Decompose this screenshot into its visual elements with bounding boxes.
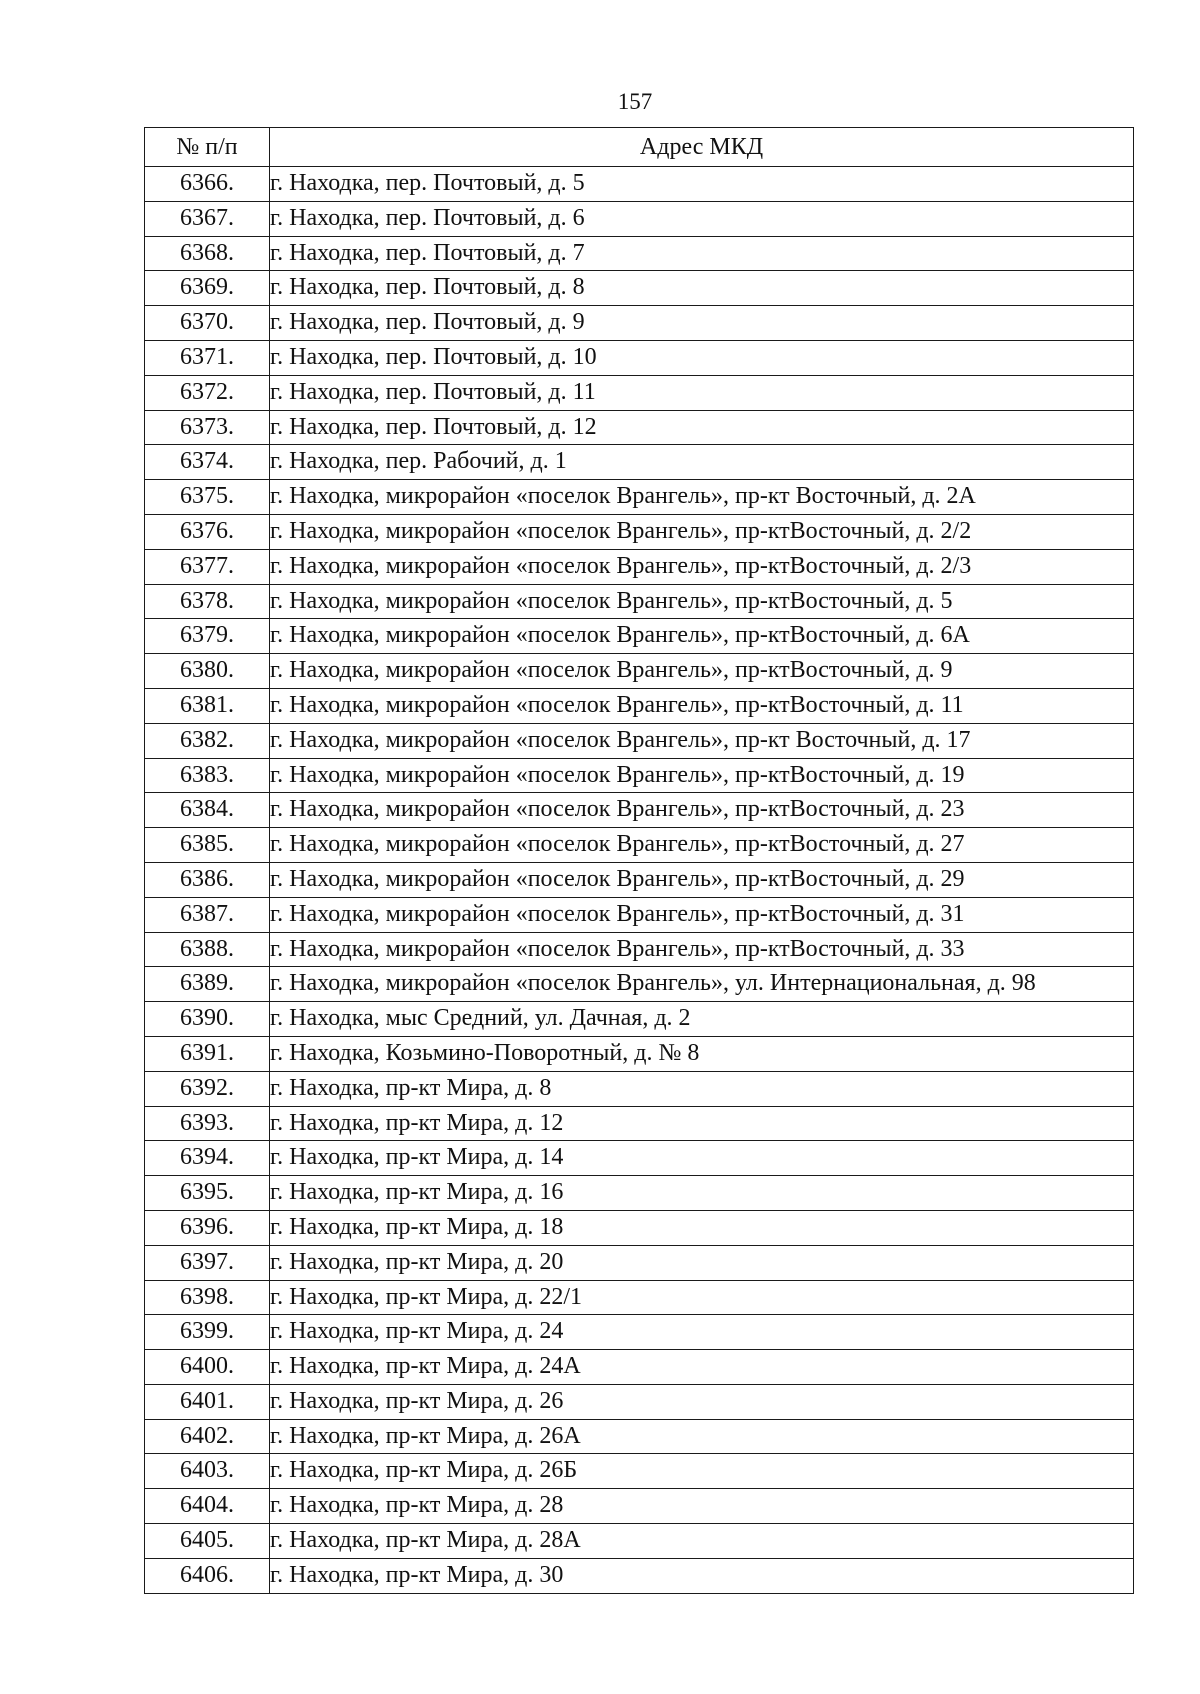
row-number: 6403. <box>145 1454 270 1489</box>
row-number: 6384. <box>145 793 270 828</box>
table-row <box>145 1384 1134 1419</box>
table-row <box>145 1489 1134 1524</box>
row-address: г. Находка, микрорайон «поселок Врангель», пр-ктВосточный, д. 11 <box>270 688 1134 723</box>
row-number: 6392. <box>145 1071 270 1106</box>
table-row <box>145 967 1134 1002</box>
row-address: г. Находка, пр-кт Мира, д. 30 <box>270 1558 1134 1593</box>
table-row <box>145 688 1134 723</box>
table-row <box>145 375 1134 410</box>
row-number: 6399. <box>145 1315 270 1350</box>
table-row <box>145 723 1134 758</box>
row-address: г. Находка, пер. Почтовый, д. 7 <box>270 236 1134 271</box>
row-number: 6387. <box>145 897 270 932</box>
row-address: г. Находка, пр-кт Мира, д. 24А <box>270 1350 1134 1385</box>
row-address: г. Находка, пр-кт Мира, д. 26Б <box>270 1454 1134 1489</box>
row-address: г. Находка, микрорайон «поселок Врангель», пр-ктВосточный, д. 2/2 <box>270 514 1134 549</box>
row-address: г. Находка, микрорайон «поселок Врангель», пр-ктВосточный, д. 19 <box>270 758 1134 793</box>
row-address: г. Находка, микрорайон «поселок Врангель», пр-ктВосточный, д. 23 <box>270 793 1134 828</box>
table-row <box>145 758 1134 793</box>
row-number: 6394. <box>145 1141 270 1176</box>
row-address: г. Находка, пер. Почтовый, д. 6 <box>270 201 1134 236</box>
row-number: 6389. <box>145 967 270 1002</box>
table-row <box>145 793 1134 828</box>
row-number: 6381. <box>145 688 270 723</box>
table-row <box>145 1210 1134 1245</box>
row-address: г. Находка, пр-кт Мира, д. 22/1 <box>270 1280 1134 1315</box>
row-address: г. Находка, пр-кт Мира, д. 26 <box>270 1384 1134 1419</box>
table-row <box>145 549 1134 584</box>
row-number: 6366. <box>145 167 270 202</box>
row-address: г. Находка, микрорайон «поселок Врангель», пр-ктВосточный, д. 6А <box>270 619 1134 654</box>
table-row <box>145 236 1134 271</box>
row-address: г. Находка, микрорайон «поселок Врангель», пр-кт Восточный, д. 17 <box>270 723 1134 758</box>
row-number: 6400. <box>145 1350 270 1385</box>
row-number: 6404. <box>145 1489 270 1524</box>
table-row <box>145 1071 1134 1106</box>
table-row <box>145 1315 1134 1350</box>
row-address: г. Находка, пер. Почтовый, д. 5 <box>270 167 1134 202</box>
table-row <box>145 1350 1134 1385</box>
row-address: г. Находка, микрорайон «поселок Врангель», пр-ктВосточный, д. 5 <box>270 584 1134 619</box>
header-number: № п/п <box>145 128 270 167</box>
table-row <box>145 480 1134 515</box>
table-row <box>145 340 1134 375</box>
row-address: г. Находка, пер. Почтовый, д. 10 <box>270 340 1134 375</box>
row-address: г. Находка, пр-кт Мира, д. 28 <box>270 1489 1134 1524</box>
table-row <box>145 897 1134 932</box>
table-row <box>145 1280 1134 1315</box>
row-address: г. Находка, пр-кт Мира, д. 24 <box>270 1315 1134 1350</box>
row-address: г. Находка, пр-кт Мира, д. 12 <box>270 1106 1134 1141</box>
row-number: 6371. <box>145 340 270 375</box>
row-number: 6391. <box>145 1036 270 1071</box>
row-number: 6395. <box>145 1176 270 1211</box>
header-address: Адрес МКД <box>270 128 1134 167</box>
row-address: г. Находка, микрорайон «поселок Врангель», пр-кт Восточный, д. 2А <box>270 480 1134 515</box>
row-address: г. Находка, пр-кт Мира, д. 26А <box>270 1419 1134 1454</box>
row-address: г. Находка, Козьмино-Поворотный, д. № 8 <box>270 1036 1134 1071</box>
table-body <box>145 167 1134 1594</box>
row-address: г. Находка, пер. Почтовый, д. 12 <box>270 410 1134 445</box>
row-number: 6379. <box>145 619 270 654</box>
row-number: 6367. <box>145 201 270 236</box>
page-number: 157 <box>617 89 653 114</box>
row-number: 6374. <box>145 445 270 480</box>
row-number: 6370. <box>145 306 270 341</box>
table-row <box>145 410 1134 445</box>
row-address: г. Находка, пр-кт Мира, д. 28А <box>270 1524 1134 1559</box>
row-number: 6397. <box>145 1245 270 1280</box>
table-row <box>145 1002 1134 1037</box>
table-row <box>145 167 1134 202</box>
row-address: г. Находка, микрорайон «поселок Врангель», пр-ктВосточный, д. 29 <box>270 862 1134 897</box>
row-number: 6402. <box>145 1419 270 1454</box>
row-address: г. Находка, микрорайон «поселок Врангель», пр-ктВосточный, д. 9 <box>270 654 1134 689</box>
row-number: 6382. <box>145 723 270 758</box>
table-row <box>145 1419 1134 1454</box>
row-address: г. Находка, пр-кт Мира, д. 20 <box>270 1245 1134 1280</box>
row-address: г. Находка, пер. Почтовый, д. 9 <box>270 306 1134 341</box>
row-number: 6383. <box>145 758 270 793</box>
row-address: г. Находка, пер. Рабочий, д. 1 <box>270 445 1134 480</box>
row-number: 6369. <box>145 271 270 306</box>
table-row <box>145 1245 1134 1280</box>
row-number: 6377. <box>145 549 270 584</box>
table-row <box>145 932 1134 967</box>
row-address: г. Находка, пр-кт Мира, д. 8 <box>270 1071 1134 1106</box>
table-row <box>145 1524 1134 1559</box>
row-address: г. Находка, микрорайон «поселок Врангель», пр-ктВосточный, д. 27 <box>270 828 1134 863</box>
row-address: г. Находка, пр-кт Мира, д. 18 <box>270 1210 1134 1245</box>
row-number: 6401. <box>145 1384 270 1419</box>
table-row <box>145 654 1134 689</box>
row-address: г. Находка, пер. Почтовый, д. 8 <box>270 271 1134 306</box>
table-header-row <box>145 128 1134 167</box>
table-row <box>145 514 1134 549</box>
table-row <box>145 862 1134 897</box>
table-row <box>145 271 1134 306</box>
table-row <box>145 201 1134 236</box>
row-number: 6372. <box>145 375 270 410</box>
table-row <box>145 306 1134 341</box>
row-number: 6388. <box>145 932 270 967</box>
row-number: 6380. <box>145 654 270 689</box>
row-address: г. Находка, пр-кт Мира, д. 14 <box>270 1141 1134 1176</box>
row-number: 6368. <box>145 236 270 271</box>
table-row <box>145 1036 1134 1071</box>
row-address: г. Находка, пер. Почтовый, д. 11 <box>270 375 1134 410</box>
row-address: г. Находка, микрорайон «поселок Врангель», пр-ктВосточный, д. 31 <box>270 897 1134 932</box>
table-row <box>145 1454 1134 1489</box>
table-row <box>145 828 1134 863</box>
row-number: 6385. <box>145 828 270 863</box>
table-row <box>145 584 1134 619</box>
row-address: г. Находка, мыс Средний, ул. Дачная, д. 2 <box>270 1002 1134 1037</box>
row-address: г. Находка, микрорайон «поселок Врангель», пр-ктВосточный, д. 2/3 <box>270 549 1134 584</box>
table-row <box>145 1141 1134 1176</box>
row-number: 6393. <box>145 1106 270 1141</box>
row-number: 6378. <box>145 584 270 619</box>
row-address: г. Находка, пр-кт Мира, д. 16 <box>270 1176 1134 1211</box>
row-address: г. Находка, микрорайон «поселок Врангель», ул. Интернациональная, д. 98 <box>270 967 1134 1002</box>
row-number: 6405. <box>145 1524 270 1559</box>
row-number: 6406. <box>145 1558 270 1593</box>
row-number: 6386. <box>145 862 270 897</box>
table-row <box>145 1558 1134 1593</box>
row-number: 6376. <box>145 514 270 549</box>
table-row <box>145 1106 1134 1141</box>
row-number: 6373. <box>145 410 270 445</box>
address-table <box>144 127 1134 1594</box>
table-row <box>145 445 1134 480</box>
row-number: 6398. <box>145 1280 270 1315</box>
table-row <box>145 1176 1134 1211</box>
row-address: г. Находка, микрорайон «поселок Врангель», пр-ктВосточный, д. 33 <box>270 932 1134 967</box>
table-row <box>145 619 1134 654</box>
row-number: 6390. <box>145 1002 270 1037</box>
row-number: 6375. <box>145 480 270 515</box>
row-number: 6396. <box>145 1210 270 1245</box>
